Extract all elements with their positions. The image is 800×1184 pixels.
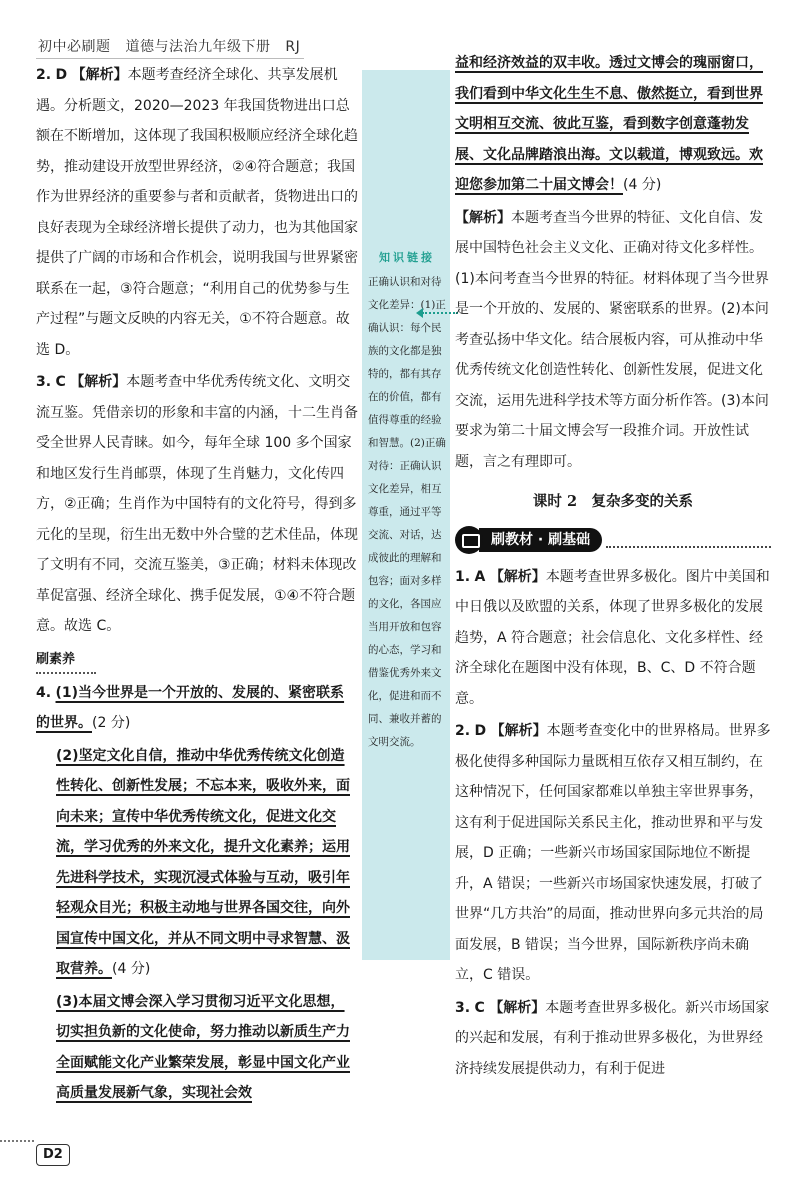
item-number: 3. (455, 999, 471, 1016)
lesson-title: 课时 2 复杂多变的关系 (532, 493, 694, 510)
section-heading-suyang: 刷素养 (36, 648, 96, 674)
banner-divider (606, 532, 771, 548)
analysis-tag: 【解析】 (71, 67, 128, 83)
item-number: 2. (36, 67, 52, 83)
page-header (38, 36, 310, 56)
item-answer: A (474, 568, 486, 585)
item-number: 4. (36, 684, 52, 701)
score-label: (2 分) (92, 715, 131, 731)
left-column (36, 60, 358, 1111)
analysis-tag: 【解析】 (455, 209, 511, 226)
item-answer: C (55, 374, 66, 390)
answer-item-2b (455, 716, 771, 991)
answer-part-3-block (36, 987, 358, 1109)
item-number: 3. (36, 374, 52, 390)
answer-item-1 (455, 562, 771, 715)
page-number: D2 (36, 1144, 70, 1166)
answer-part-1: (1)当今世界是一个开放的、发展的、紧密联系的世界。 (36, 684, 345, 731)
analysis-tag: 【解析】 (489, 568, 546, 585)
analysis-tag: 【解析】 (490, 723, 547, 739)
answer-item-3b (455, 993, 771, 1085)
answer-item-3 (36, 367, 358, 642)
score-label: (4 分) (623, 177, 662, 193)
analysis-text: 本题考查变化中的世界格局。世界多极化使得多种国际力量既相互依存又相互制约，在这种情况下，任何国家都难以单独主宰世界事务，这有利于促进国际关系民主化，推动世界和平与发展，D 正确；一些新兴市场国家国际地位不断提升，A 错误；一些新兴市场国家快速发展，打破了世界“几方共治”的局面，推动世界向多元共治的局面发展，B 错误；当今世界，国际新秩序尚未确立，C 错误。 (455, 723, 771, 983)
analysis-text: 本题考查当今世界的特征、文化自信、发展中国特色社会主义文化、正确对待文化多样性。(1)本问考查当今世界的特征。材料体现了当今世界是一个开放的、发展的、紧密联系的世界。(2)本问考查弘扬中华文化。结合展板内容，可从推动中华优秀传统文化创造性转化、创新性发展，促进文化交流，运用先进科学技术等方面分析作答。(3)本问要求为第二十届文博会写一段推介词。开放性试题，言之有理即可。 (455, 209, 769, 470)
analysis-text: 本题考查中华优秀传统文化、文明交流互鉴。凭借亲切的形象和丰富的内涵，十二生肖备受全世界人民青睐。如今，每年全球 100 多个国家和地区发行生肖邮票，体现了生肖魅力，文化传四方，②正确；生肖作为中国特有的文化符号，得到多元化的呈现，衍生出无数中外合璧的艺术佳品，体现了文明有不同，交流互鉴美，③正确；材料未体现改革促富强、经济全球化、携手促发展，①④不符合题意。故选 C。 (36, 374, 358, 634)
answer-item-4 (36, 678, 358, 739)
book-icon (455, 526, 483, 554)
item-number: 2. (455, 723, 471, 739)
analysis-tag: 【解析】 (70, 374, 127, 390)
knowledge-link-text: 正确认识和对待文化差异：(1)正确认识：每个民族的文化都是独特的，都有其存在的价值，都有值得尊重的经验和智慧。(2)正确对待：正确认识文化差异，相互尊重，通过平等交流、对话，达成彼此的理解和包容；面对多样的文化，各国应当用开放和包容的心态，学习和借鉴优秀外来文化，促进和而不同、兼收并蓄的文明交流。 (368, 276, 446, 748)
answer-part-3-cont: 益和经济效益的双丰收。透过文博会的瑰丽窗口，我们看到中华文化生生不息、傲然挺立，看到世界文明相互交流、彼此互鉴，看到数字创意蓬勃发展、文化品牌踏浪出海。文以载道，博观致远。欢迎您参加第二十届文博会！ (455, 55, 763, 193)
subject-name: 道德与法治九年级下册 (125, 39, 271, 55)
analysis-text: 本题考查世界多极化。新兴市场国家的兴起和发展，有利于推动世界多极化，为世界经济持续发展提供动力，有利于促进 (455, 999, 770, 1077)
link-arrow-icon (422, 312, 458, 314)
answer-item-4-analysis (455, 203, 771, 478)
series-name: 初中必刷题 (38, 39, 111, 55)
item-number: 1. (455, 568, 471, 585)
analysis-tag: 【解析】 (489, 999, 546, 1016)
item-answer: C (474, 999, 485, 1016)
answer-part-2: (2)坚定文化自信，推动中华优秀传统文化创造性转化、创新性发展；不忘本来，吸收外来，面向未来；宣传中华优秀传统文化，促进文化交流，学习优秀的外来文化，提升文化素养；运用先进科学技术，实现沉浸式体验与互动，吸引年轻观众目光；积极主动地与世界各国交往，向外国宣传中国文化，并从不同文明中寻求智慧、汲取营养。 (56, 747, 350, 977)
right-column (455, 48, 771, 1086)
item-answer: D (474, 723, 487, 739)
edition-label: RJ (285, 39, 301, 55)
knowledge-link-title: 知识链接 (379, 251, 435, 264)
analysis-text: 本题考查经济全球化、共享发展机遇。分析题文，2020—2023 年我国货物进出口总额在不断增加，这体现了我国积极顺应经济全球化趋势，推动建设开放型世界经济，②④符合题意；我国作为世界经济的重要参与者和贡献者，货物进出口的良好表现为全球经济增长提供了动力，也为其他国家提供了广阔的市场和合作机会，说明我国与世界紧密联系在一起，③符合题意；“利用自己的优势参与生产过程”与题文反映的内容无关，①不符合题意。故选 D。 (36, 67, 358, 358)
answer-part-3: (3)本届文博会深入学习贯彻习近平文化思想，切实担负新的文化使命，努力推动以新质生产力全面赋能文化产业繁荣发展，彰显中国文化产业高质量发展新气象，实现社会效 (56, 993, 350, 1101)
answer-part-2-block (36, 741, 358, 985)
banner-label: 刷教材 · 刷基础 (479, 528, 602, 552)
answer-item-4-continued (455, 48, 771, 201)
answer-item-2 (36, 60, 358, 365)
item-answer: D (55, 67, 68, 83)
knowledge-link-sidebar (362, 70, 450, 960)
analysis-text: 本题考查世界多极化。图片中美国和中日俄以及欧盟的关系，体现了世界多极化的发展趋势，A 符合题意；社会信息化、文化多样性、经济全球化在题图中没有体现，B、C、D 不符合题意。 (455, 568, 770, 707)
footer-divider (0, 1140, 34, 1142)
section-banner (455, 526, 771, 554)
score-label: (4 分) (112, 961, 151, 977)
header-divider (36, 58, 304, 59)
